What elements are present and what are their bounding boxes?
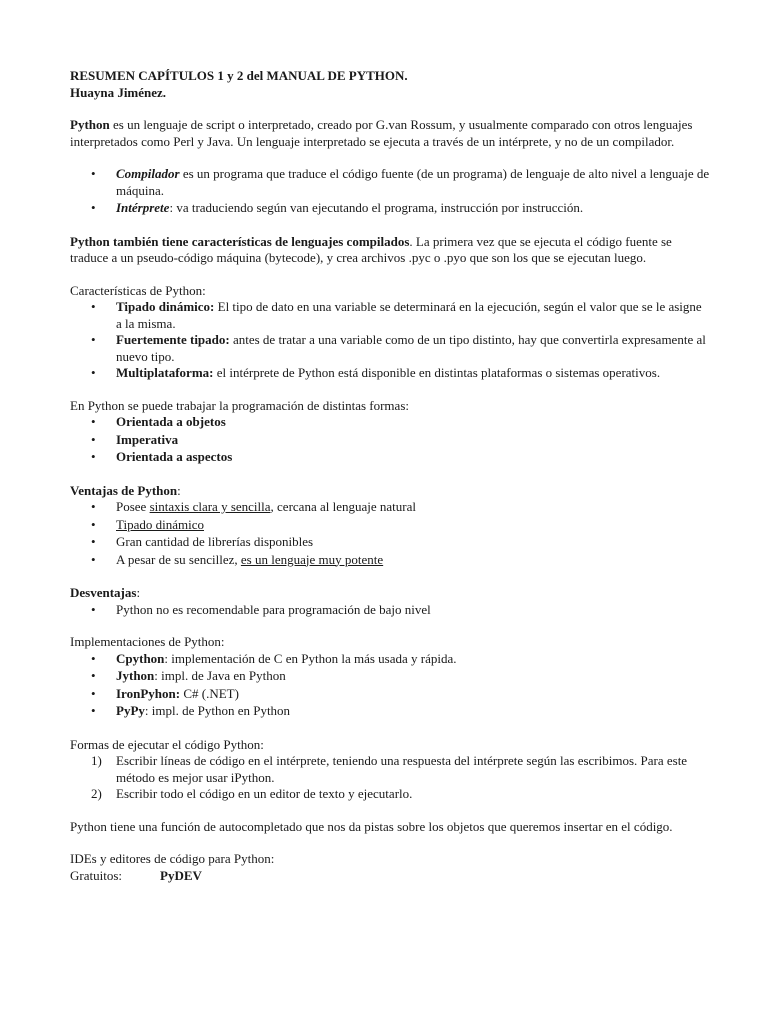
list-item bbox=[70, 517, 710, 534]
disadvantages-heading: Desventajas bbox=[70, 585, 137, 600]
paradigm-item: Orientada a aspectos bbox=[116, 449, 233, 464]
implementation-term: Jython bbox=[116, 668, 155, 683]
list-item bbox=[70, 365, 710, 382]
advantage-underlined: Tipado dinámico bbox=[116, 516, 204, 532]
list-item bbox=[70, 166, 710, 199]
characteristic-text: antes de tratar a una variable como de un tipo distinto, hay que convertirla expresamente al nuevo tipo. bbox=[116, 332, 706, 364]
characteristic-term: Multiplataforma: bbox=[116, 365, 214, 380]
list-item bbox=[70, 703, 710, 720]
list-item bbox=[70, 499, 710, 516]
implementation-term: IronPyhon: bbox=[116, 685, 181, 701]
definition-term: Intérprete bbox=[116, 200, 170, 215]
list-number: 1) bbox=[91, 753, 102, 768]
paradigm-item: Orientada a objetos bbox=[116, 414, 226, 429]
characteristic-term: Tipado dinámico: bbox=[116, 299, 215, 314]
implementation-term: PyPy bbox=[116, 703, 145, 718]
definition-term: Compilador bbox=[116, 166, 180, 181]
list-item bbox=[70, 786, 710, 803]
execution-text: Escribir líneas de código en el intérprete, teniendo una respuesta del intérprete según las escribimos. Para este método es mejor usar iPython. bbox=[116, 753, 688, 785]
disadvantages-list bbox=[70, 602, 710, 619]
advantage-underlined: sintaxis clara y sencilla bbox=[149, 499, 271, 514]
implementation-text: : implementación de C en Python la más usada y rápida. bbox=[164, 650, 457, 666]
paradigm-item: Imperativa bbox=[116, 431, 179, 447]
advantage-text: Gran cantidad de librerías disponibles bbox=[116, 534, 314, 549]
paradigms-heading: En Python se puede trabajar la programación de distintas formas: bbox=[70, 397, 409, 413]
document-author: Huayna Jiménez. bbox=[70, 84, 167, 100]
characteristics-list bbox=[70, 299, 710, 382]
autocomplete-paragraph: Python tiene una función de autocompletado que nos da pistas sobre los objetos que queremos insertar en el código. bbox=[70, 818, 673, 834]
list-number: 2) bbox=[91, 786, 102, 801]
definitions-list bbox=[70, 166, 710, 217]
implementations-heading: Implementaciones de Python: bbox=[70, 634, 225, 649]
ides-heading: IDEs y editores de código para Python: bbox=[70, 851, 275, 866]
advantage-underlined: es un lenguaje muy potente bbox=[240, 551, 384, 567]
execution-list bbox=[70, 753, 710, 803]
list-item bbox=[70, 686, 710, 703]
implementation-text: : impl. de Java en Python bbox=[154, 668, 286, 683]
list-item bbox=[70, 200, 710, 217]
execution-text: Escribir todo el código en un editor de texto y ejecutarlo. bbox=[116, 786, 413, 801]
compiled-text: . La primera vez que se ejecuta el código fuente se traduce a un pseudo-código máquina (bytecode), y crea archivos .pyc o .pyo que son los que se ejecutan luego. bbox=[70, 233, 672, 265]
list-item bbox=[70, 432, 710, 449]
document-page bbox=[70, 68, 710, 884]
paradigms-list bbox=[70, 414, 710, 466]
intro-paragraph bbox=[70, 117, 710, 150]
document-title: RESUMEN CAPÍTULOS 1 y 2 del MANUAL DE PYTHON. bbox=[70, 68, 408, 83]
list-item bbox=[70, 668, 710, 685]
list-item: • Python no es recomendable para programación de bajo nivel bbox=[70, 602, 710, 619]
advantage-text: Posee bbox=[116, 499, 150, 514]
ides-free-row bbox=[70, 868, 710, 885]
compiled-lead: Python también tiene características de lenguajes compilados bbox=[70, 233, 410, 249]
list-item bbox=[70, 552, 710, 569]
definition-text: es un programa que traduce el código fuente (de un programa) de lenguaje de alto nivel a lenguaje de máquina. bbox=[116, 166, 710, 198]
advantage-text: A pesar de su sencillez, bbox=[116, 551, 241, 567]
advantages-heading-line bbox=[70, 483, 710, 500]
disadvantages-colon: : bbox=[136, 585, 141, 600]
ides-free-value: PyDEV bbox=[160, 867, 202, 883]
list-item bbox=[70, 332, 710, 365]
characteristic-text: El tipo de dato en una variable se determinará en la ejecución, según el valor que se le asigne a la misma. bbox=[116, 299, 702, 331]
characteristics-heading: Características de Python: bbox=[70, 282, 206, 298]
advantages-list bbox=[70, 499, 710, 568]
list-item bbox=[70, 534, 710, 551]
characteristic-term: Fuertemente tipado: bbox=[116, 332, 230, 347]
advantage-text: , cercana al lenguaje natural bbox=[270, 499, 416, 514]
implementations-list bbox=[70, 651, 710, 720]
list-item bbox=[70, 651, 710, 668]
list-item bbox=[70, 753, 710, 786]
execution-heading: Formas de ejecutar el código Python: bbox=[70, 736, 264, 752]
disadvantages-heading-line bbox=[70, 585, 710, 602]
compiled-paragraph bbox=[70, 234, 710, 267]
ides-free-label: Gratuitos: bbox=[70, 867, 122, 883]
implementation-text: C# (.NET) bbox=[180, 685, 239, 701]
intro-text: es un lenguaje de script o interpretado, creado por G.van Rossum, y usualmente comparado con otros lenguajes interpretados como Perl y Java. Un lenguaje interpretado se ejecuta a través de un intérprete, y no de un compilador. bbox=[70, 117, 693, 149]
implementation-text: : impl. de Python en Python bbox=[144, 703, 291, 718]
implementation-term: Cpython bbox=[116, 650, 165, 666]
advantages-colon: : bbox=[177, 482, 181, 498]
list-item bbox=[70, 449, 710, 466]
list-item bbox=[70, 414, 710, 431]
definition-text: : va traduciendo según van ejecutando el programa, instrucción por instrucción. bbox=[169, 200, 584, 215]
characteristic-text: el intérprete de Python está disponible en distintas plataformas o sistemas operativos. bbox=[213, 365, 661, 380]
list-item bbox=[70, 299, 710, 332]
intro-lead: Python bbox=[70, 117, 110, 132]
advantages-heading: Ventajas de Python bbox=[70, 482, 178, 498]
